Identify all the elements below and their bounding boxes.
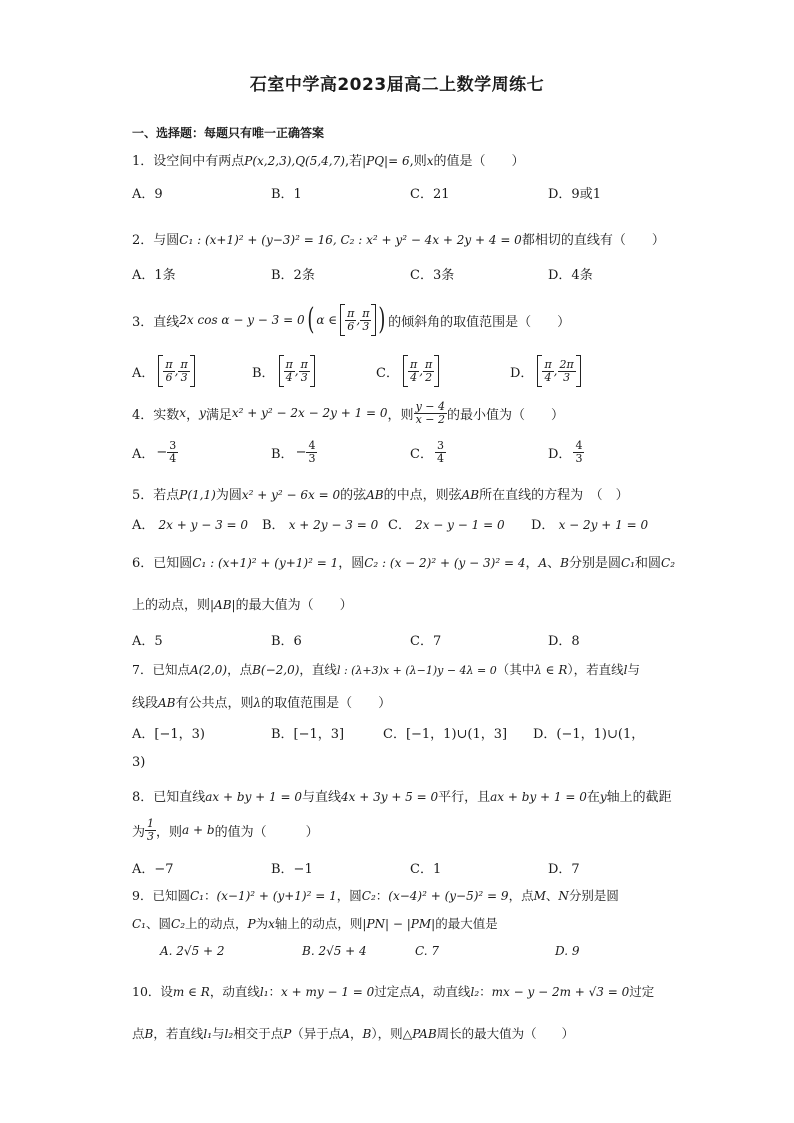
q2-math-circles: C₁ : (x+1)² + (y−3)² = 16, C₂ : x² + y² − 4x + 2y + 4 = 0	[179, 233, 522, 247]
q3-bracket-right	[371, 304, 376, 336]
q4-option-d: D． $\frac{4}{3}$	[548, 439, 583, 465]
q3-option-d: D． $\frac{\pi}{4}$ , $\frac{2\pi}{3}$	[510, 355, 581, 387]
question-9-line-2: C₁、圆C₂上的动点，P为x轴上的动点，则|PN| − |PM|的最大值是	[132, 916, 498, 931]
q1-text: ,若	[344, 154, 363, 169]
q6-option-c: C．7	[410, 634, 442, 649]
q3-frac-2: $\frac{\pi}{3}$	[362, 306, 370, 333]
q6-option-d: D．8	[548, 634, 580, 649]
q5-text: 的中点，则弦	[383, 488, 462, 503]
q4-text: 4．实数	[132, 407, 180, 423]
q5-option-a: A． 2x + y − 3 = 0	[132, 518, 249, 533]
q5-math-ab: AB	[366, 488, 384, 502]
q4-option-a: A． − $\frac{3}{4}$	[132, 439, 177, 465]
question-6: 6．已知圆C₁ : (x+1)² + (y+1)² = 1，圆C₂ : (x − 2)² + (y − 3)² = 4，A、B分别是圆C₁和圆C₂	[132, 556, 676, 571]
question-8: 8．已知直线ax + by + 1 = 0与直线4x + 3y + 5 = 0平行，且ax + by + 1 = 0在y轴上的截距	[132, 790, 672, 805]
q8-option-d: D．7	[548, 862, 580, 877]
q7-option-b: B．[−1，3]	[271, 727, 345, 742]
q2-option-c: C．3条	[410, 268, 455, 283]
q4-text: ，	[186, 407, 200, 423]
q3-option-b: B． $\frac{\pi}{4}$ , $\frac{\pi}{3}$	[252, 355, 315, 387]
q8-option-a: A．−7	[132, 862, 174, 877]
q1-text: ,则	[409, 154, 427, 169]
q8-option-b: B．−1	[271, 862, 313, 877]
q9-option-c: C. 7	[415, 944, 440, 958]
q3-option-c: C． $\frac{\pi}{4}$ , $\frac{\pi}{2}$	[376, 355, 439, 387]
q1-text: 1．设空间中有两点	[132, 154, 245, 169]
q5-math-ab: AB	[461, 488, 480, 502]
q5-text: 5．若点	[132, 488, 180, 503]
q1-option-d: D．9或1	[548, 187, 601, 202]
q1-option-a: A．9	[132, 187, 163, 202]
q1-option-b: B．1	[271, 187, 302, 202]
q5-text: 所在直线的方程为 （ ）	[479, 488, 629, 503]
q1-math-points: P(x,2,3),Q(5,4,7)	[244, 154, 345, 168]
q1-text: 的值是（ ）	[433, 154, 525, 169]
q1-math-distance: |PQ|= 6	[362, 154, 410, 168]
q7-option-c: C．[−1，1)∪(1，3]	[383, 727, 508, 742]
q3-text: 3．直线	[132, 314, 180, 330]
question-1	[132, 150, 525, 169]
q4-text: 的最小值为（ ）	[447, 407, 565, 423]
q1-option-c: C．21	[410, 187, 450, 202]
q3-frac-1: $\frac{\pi}{6}$	[347, 306, 355, 333]
q3-close-paren: )	[378, 302, 386, 337]
question-7: 7．已知点A(2,0)，点B(−2,0)，直线l : (λ+3)x + (λ−1)y − 4λ = 0（其中λ ∈ R），若直线l与	[132, 662, 641, 677]
q2-option-b: B．2条	[271, 268, 315, 283]
q5-text: 的弦	[340, 488, 367, 503]
q7-option-a: A．[−1，3)	[132, 727, 205, 742]
q6-option-b: B．6	[271, 634, 302, 649]
q3-option-a: A． $\frac{\pi}{6}$ , $\frac{\pi}{3}$	[132, 355, 195, 387]
q5-math-circle: x² + y² − 6x = 0	[241, 488, 341, 502]
q4-math-y: y	[199, 406, 206, 420]
q4-math-x: x	[179, 406, 187, 420]
question-10: 10．设m ∈ R，动直线l₁：x + my − 1 = 0过定点A，动直线l₂：mx − y − 2m + √3 = 0过定	[132, 984, 655, 999]
q1-math-x: x	[426, 154, 434, 168]
q4-text: ，则	[387, 407, 414, 423]
q4-fraction: $\frac{y - 4}{x - 2}$	[415, 399, 445, 426]
question-6-line-2: 上的动点，则|AB|的最大值为（ ）	[132, 598, 353, 613]
q2-text: 都相切的直线有（ ）	[521, 233, 665, 248]
question-3: 3．直线 2x cos α − y − 3 = 0 ( α ∈ $\frac{\pi}{6}$ , $\frac{\pi}{3}$ ) 的倾斜角的取值范围是（ ）	[132, 302, 571, 337]
q3-open-paren: (	[306, 302, 314, 337]
q8-fraction: $\frac{1}{3}$	[147, 816, 155, 843]
q6-option-a: A．5	[132, 634, 163, 649]
q9-option-b: B. 2√5 + 4	[302, 944, 367, 958]
q3-math-line: 2x cos α − y − 3 = 0	[179, 313, 305, 327]
q2-text: 2．与圆	[132, 233, 180, 248]
q5-option-b: B． x + 2y − 3 = 0	[262, 518, 379, 533]
q4-option-b: B． − $\frac{4}{3}$	[271, 439, 316, 465]
question-10-line-2: 点B，若直线l₁与l₂相交于点P（异于点A，B），则△PAB周长的最大值为（ ）	[132, 1026, 575, 1041]
q3-text: 的倾斜角的取值范围是（ ）	[388, 314, 571, 330]
q5-option-c: C． 2x − y − 1 = 0	[388, 518, 505, 533]
q9-option-d: D. 9	[555, 944, 580, 958]
q7-option-d-tail: 3)	[132, 755, 146, 770]
question-9: 9．已知圆C₁：(x−1)² + (y+1)² = 1，圆C₂：(x−4)² + (y−5)² = 9，点M、N分别是圆	[132, 888, 619, 903]
q4-math-circle: x² + y² − 2x − 2y + 1 = 0	[231, 406, 388, 420]
q4-option-c: C． $\frac{3}{4}$	[410, 439, 444, 465]
question-7-line-2: 线段AB有公共点，则λ的取值范围是（ ）	[132, 696, 392, 711]
q5-math-point: P(1,1)	[179, 488, 216, 502]
q7-option-d: D．(−1，1)∪(1，	[533, 727, 645, 742]
question-8-line-2: 为 $\frac{1}{3}$ ，则 a + b 的值为（ ）	[132, 816, 319, 843]
q5-option-d: D． x − 2y + 1 = 0	[531, 518, 649, 533]
q2-option-a: A．1条	[132, 268, 176, 283]
q9-option-a: A. 2√5 + 2	[160, 944, 225, 958]
page-title: 石室中学高2023届高二上数学周练七	[249, 75, 545, 95]
question-2	[132, 229, 665, 248]
q5-text: 为圆	[215, 488, 242, 503]
q4-text: 满足	[205, 407, 232, 423]
question-4	[132, 398, 564, 428]
q3-math-alpha: α ∈	[316, 313, 338, 327]
section-heading: 一、选择题：每题只有唯一正确答案	[132, 126, 325, 140]
question-5	[132, 484, 629, 503]
q8-option-c: C．1	[410, 862, 442, 877]
q2-option-d: D．4条	[548, 268, 593, 283]
